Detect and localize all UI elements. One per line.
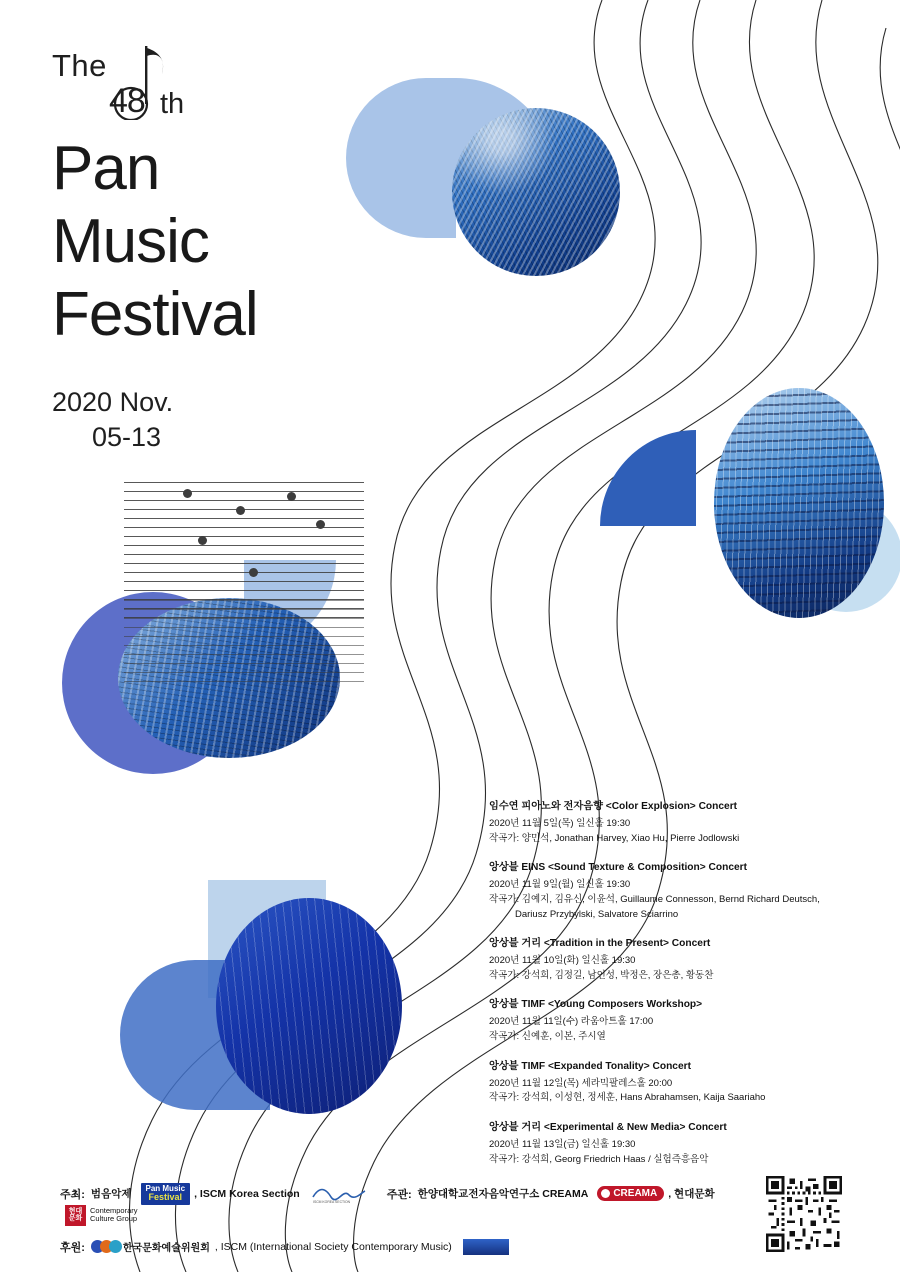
- program-item: [489, 936, 869, 983]
- program-item-datetime: 2020년 11월 12일(목) 세라믹팔레스홀 20:00: [489, 1077, 673, 1089]
- shape-lightblue-square-bottom: [208, 880, 326, 998]
- program-item: [489, 799, 869, 846]
- program-item-composers: 작곡가: 양민석, Jonathan Harvey, Xiao Hu, Pierre Jodlowski: [489, 832, 740, 844]
- sponsor-iscm: , ISCM (International Society Contemporary Music): [214, 1240, 452, 1253]
- title-block: [52, 44, 382, 455]
- creama-logo-dot-icon: [601, 1189, 610, 1198]
- program-item-composers: 작곡가: 강석희, 이성현, 정세훈, Hans Abrahamsen, Kaija Saariaho: [489, 1092, 766, 1104]
- program-item-title: 앙상블 EINS <Sound Texture & Composition> Concert: [489, 862, 748, 874]
- shape-half-circle-top-right: [456, 78, 556, 178]
- contemporary-culture-group-logo: [65, 1205, 138, 1226]
- svg-text:ISCM KOREA SECTION: ISCM KOREA SECTION: [312, 1199, 350, 1204]
- title-line-3: Festival: [52, 280, 258, 350]
- arko-dots-icon: [91, 1240, 118, 1253]
- page-title: [52, 132, 382, 351]
- program-item-datetime: 2020년 11월 9일(월) 일신홀 19:30: [489, 879, 631, 891]
- host-iscm-korea: , ISCM Korea Section: [194, 1187, 300, 1200]
- program-item-datetime: 2020년 11월 13일(금) 일신홀 19:30: [489, 1138, 636, 1150]
- shape-blue-arc-bottom: [120, 960, 270, 1110]
- organizer-label: 주관:: [386, 1188, 412, 1201]
- ccg-line2: Culture Group: [90, 1214, 138, 1224]
- arko-text: 한국문화예술위원회: [122, 1243, 210, 1255]
- program-item: [489, 860, 869, 922]
- program-item-title: 앙상블 거리 <Experimental & New Media> Concert: [489, 1121, 727, 1133]
- qr-code[interactable]: [766, 1176, 842, 1252]
- note-dot: [249, 568, 258, 577]
- festival-dates: [52, 385, 382, 454]
- pan-music-logo-line2: Festival: [148, 1192, 183, 1203]
- program-item-datetime: 2020년 11월 10일(화) 일신홀 19:30: [489, 955, 636, 967]
- footer: [60, 1183, 760, 1268]
- pan-music-festival-logo: [141, 1183, 191, 1205]
- iscm-korea-wave-logo-icon: [311, 1184, 367, 1204]
- host-label: 주최:: [60, 1188, 85, 1201]
- footer-sponsor-row: [60, 1239, 760, 1255]
- ccg-mark-icon: 현대 문화: [65, 1205, 86, 1226]
- edition-the-label: The: [52, 48, 107, 83]
- note-dot: [198, 536, 207, 545]
- shape-indigo-circle-left: [62, 592, 244, 774]
- photo-circle-right: [714, 388, 884, 618]
- photo-circle-top: [452, 108, 620, 276]
- note-dot: [316, 520, 325, 529]
- edition-row: [52, 44, 382, 120]
- program-item-datetime: 2020년 11월 5일(목) 일신홀 19:30: [489, 817, 631, 829]
- creama-logo: [597, 1186, 664, 1201]
- photo-circle-bottom: [216, 898, 402, 1114]
- program-list: [489, 799, 869, 1181]
- organizer-text: 한양대학교전자음악연구소 CREAMA: [417, 1188, 589, 1201]
- program-item-composers-cont: Dariusz Przybylski, Salvatore Sciarrino: [515, 908, 679, 920]
- program-item-title: 앙상블 TIMF <Young Composers Workshop>: [489, 999, 703, 1011]
- shape-lightblue-quarter-left: [244, 560, 336, 652]
- program-item-title: 임수연 피아노와 전자음향 <Color Explosion> Concert: [489, 801, 738, 812]
- date-range: 05-13: [92, 422, 162, 453]
- edition-number: 48: [109, 82, 145, 120]
- arko-logo: [91, 1239, 210, 1254]
- program-item-composers: 작곡가: 강석희, 김정길, 남인성, 박정은, 장은총, 황동찬: [489, 969, 714, 981]
- edition-suffix: th: [160, 88, 185, 120]
- program-item-datetime: 2020년 11월 11일(수) 라움아트홀 17:00: [489, 1016, 654, 1028]
- program-item-composers: 작곡가: 강석희, Georg Friedrich Haas / 실험즉흥음악: [489, 1153, 709, 1165]
- note-dot: [236, 506, 245, 515]
- shape-blue-wedge-mid-right: [600, 430, 696, 526]
- shape-lightblue-circle-right: [790, 500, 900, 612]
- note-dot: [183, 489, 192, 498]
- program-item: [489, 997, 869, 1044]
- date-year-month: 2020 Nov.: [52, 387, 174, 418]
- ccg-text: [90, 1207, 138, 1224]
- program-item-title: 앙상블 거리 <Tradition in the Present> Concert: [489, 938, 711, 950]
- program-item: [489, 1059, 869, 1106]
- music-staff-lines-secondary: [124, 600, 364, 684]
- organizer-tail: , 현대문화: [668, 1188, 715, 1201]
- note-dot: [287, 492, 296, 501]
- host-org: 범음악제: [90, 1188, 132, 1201]
- title-line-2: Music: [52, 207, 209, 277]
- iscm-blue-logo-icon: [463, 1239, 509, 1255]
- title-line-1: Pan: [52, 134, 160, 203]
- program-item-title: 앙상블 TIMF <Expanded Tonality> Concert: [489, 1060, 691, 1072]
- music-staff-lines: [124, 482, 364, 622]
- program-item-composers: 작곡가: 김예지, 김유신, 이윤석, Guillaume Connesson, Bernd Richard Deutsch,: [489, 893, 820, 905]
- pan-music-logo-line1: Pan Music: [145, 1184, 186, 1193]
- sponsor-label: 후원:: [60, 1241, 85, 1254]
- ccg-line1: Contemporary: [90, 1205, 138, 1215]
- program-item-composers: 작곡가: 신예훈, 이본, 주시열: [489, 1031, 606, 1042]
- photo-circle-left: [118, 598, 340, 758]
- creama-logo-text: CREAMA: [613, 1188, 658, 1200]
- footer-host-row: [60, 1183, 760, 1226]
- program-item: [489, 1120, 869, 1167]
